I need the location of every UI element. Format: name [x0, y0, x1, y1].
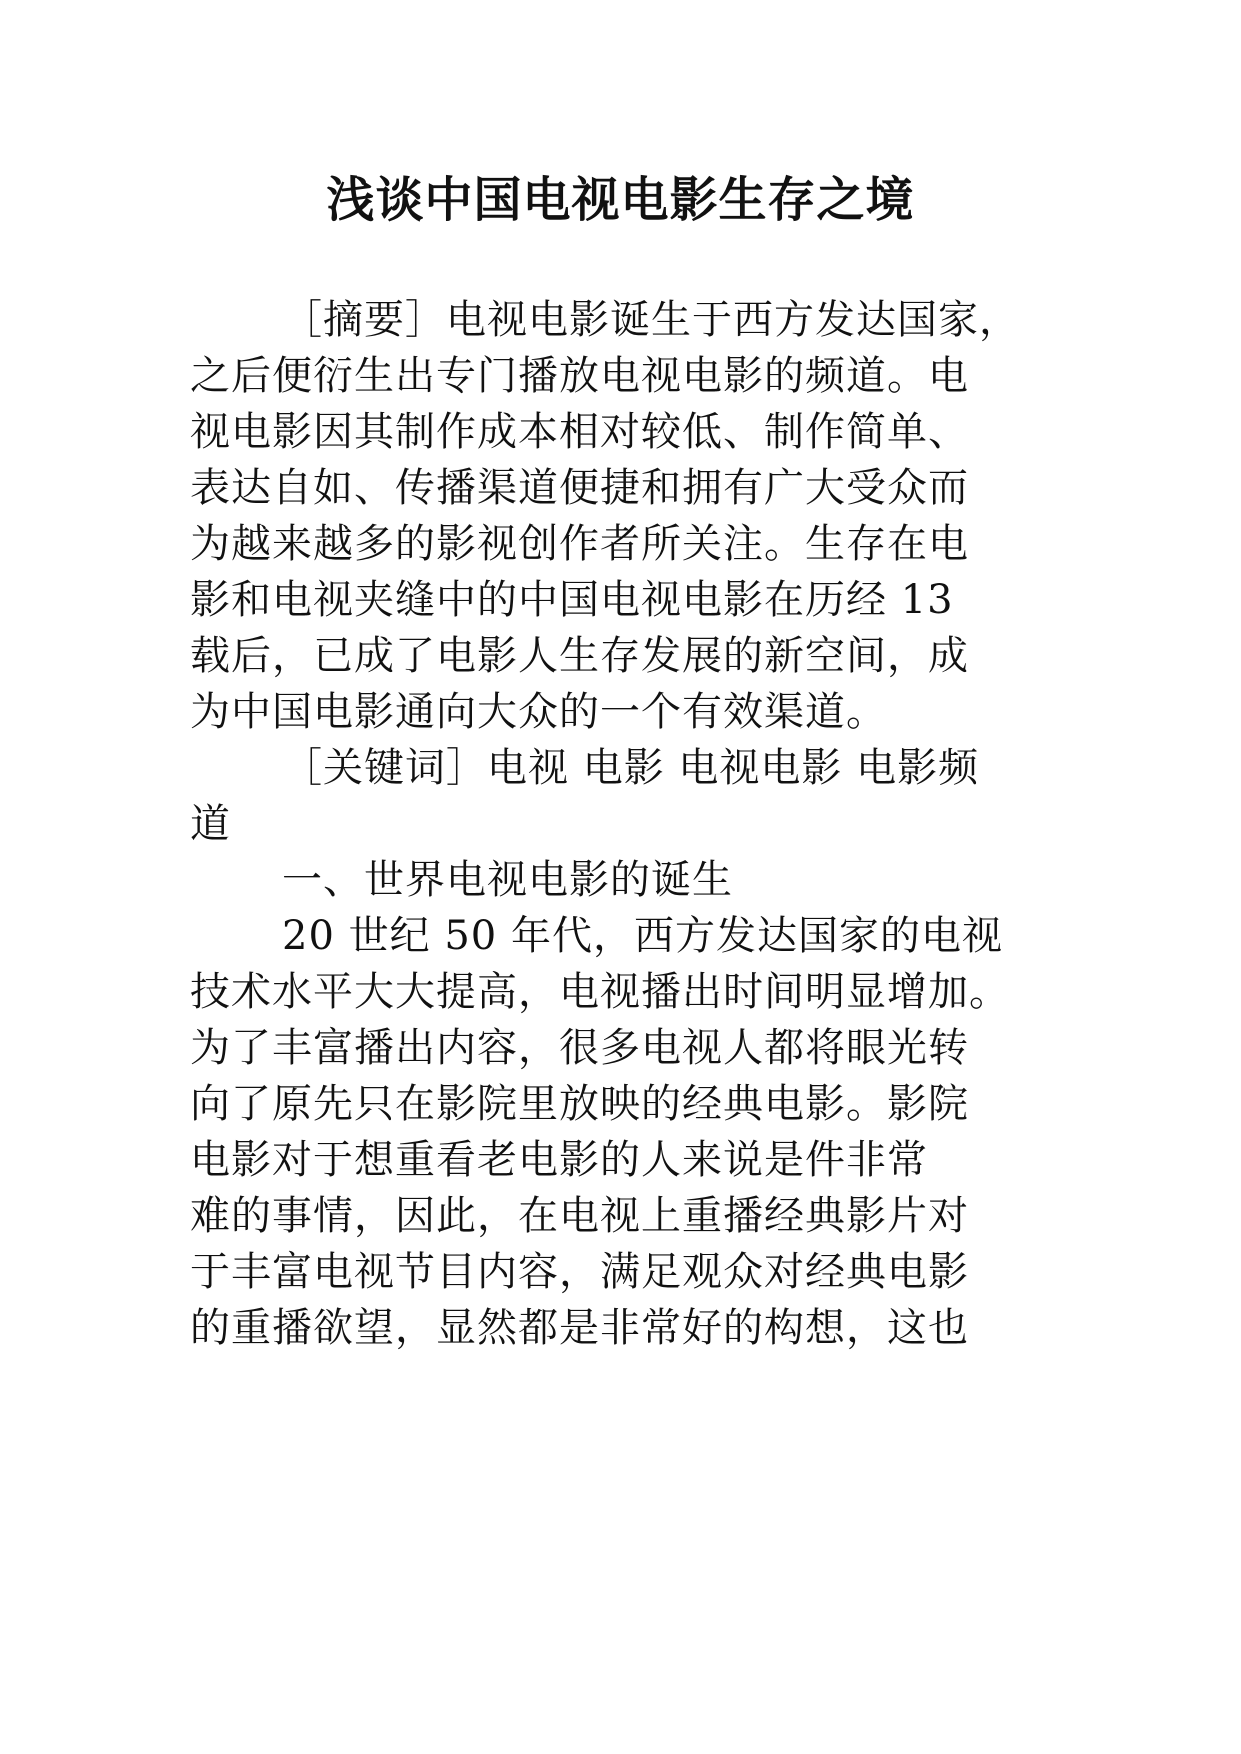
abstract-line-4: 表达自如、传播渠道便捷和拥有广大受众而 [190, 465, 969, 511]
body-line-8: 的重播欲望，显然都是非常好的构想，这也 [190, 1305, 969, 1351]
body-line-3: 为了丰富播出内容，很多电视人都将眼光转 [190, 1025, 969, 1071]
keywords-line-1: ［关键词］电视 电影 电视电影 电影频 [282, 745, 980, 791]
document-title: 浅谈中国电视电影生存之境 [326, 172, 915, 228]
abstract-line-6: 影和电视夹缝中的中国电视电影在历经 13 [190, 577, 954, 623]
abstract-line-2: 之后便衍生出专门播放电视电影的频道。电 [190, 353, 969, 399]
body-line-6: 难的事情，因此，在电视上重播经典影片对 [190, 1193, 969, 1239]
abstract-line-7: 载后，已成了电影人生存发展的新空间，成 [190, 633, 969, 679]
keywords-line-2: 道 [190, 801, 231, 847]
body-line-7: 于丰富电视节目内容，满足观众对经典电影 [190, 1249, 969, 1295]
abstract-line-1: ［摘要］电视电影诞生于西方发达国家， [282, 297, 1020, 343]
body-line-2: 技术水平大大提高，电视播出时间明显增加。 [190, 969, 1010, 1015]
section-heading: 一、世界电视电影的诞生 [282, 857, 733, 903]
body-line-1: 20 世纪 50 年代，西方发达国家的电视 [282, 913, 1003, 959]
body-line-5: 电影对于想重看老电影的人来说是件非常 [190, 1137, 928, 1183]
abstract-line-5: 为越来越多的影视创作者所关注。生存在电 [190, 521, 969, 567]
body-line-4: 向了原先只在影院里放映的经典电影。影院 [190, 1081, 969, 1127]
abstract-line-8: 为中国电影通向大众的一个有效渠道。 [190, 689, 887, 735]
abstract-line-3: 视电影因其制作成本相对较低、制作简单、 [190, 409, 969, 455]
